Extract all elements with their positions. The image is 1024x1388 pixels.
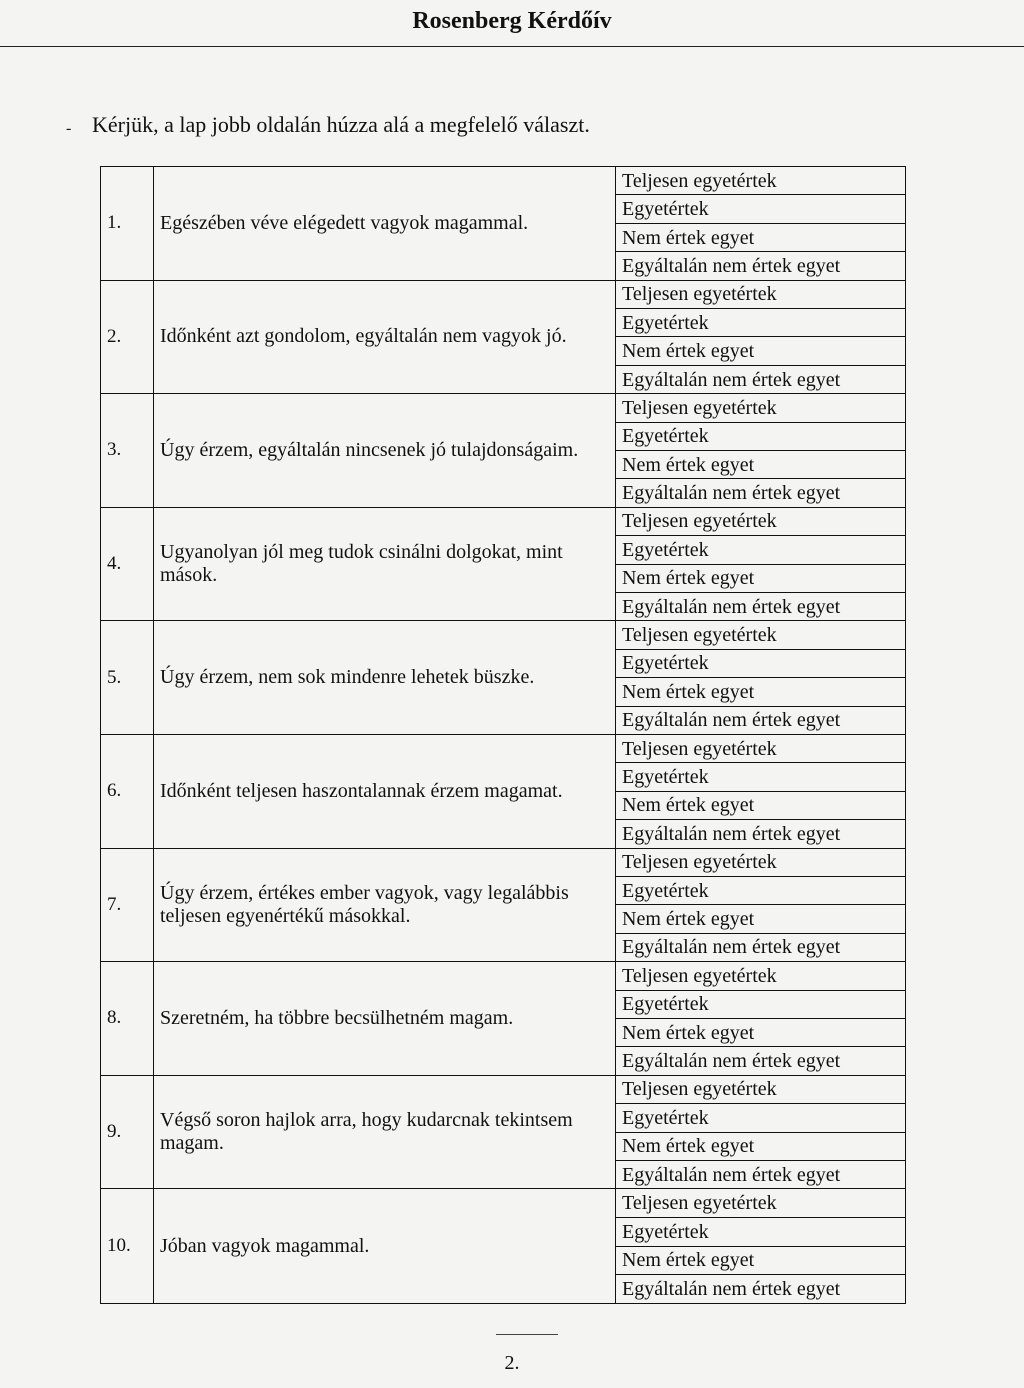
instruction-text: Kérjük, a lap jobb oldalán húzza alá a megfelelő választ. bbox=[92, 112, 590, 137]
answer-option[interactable]: Egyetértek bbox=[616, 195, 905, 223]
answer-option[interactable]: Egyáltalán nem értek egyet bbox=[622, 1050, 841, 1073]
answer-option[interactable]: Egyetértek bbox=[616, 877, 905, 905]
question-number: 2. bbox=[101, 281, 154, 394]
answer-option[interactable]: Nem értek egyet bbox=[616, 451, 905, 479]
answer-option[interactable]: Teljesen egyetértek bbox=[616, 1076, 905, 1104]
answer-option[interactable]: Nem értek egyet bbox=[616, 678, 905, 706]
answer-option[interactable]: Egyáltalán nem értek egyet bbox=[622, 709, 841, 732]
question-text: Úgy érzem, egyáltalán nincsenek jó tulajdonságaim. bbox=[154, 394, 616, 507]
question-number: 9. bbox=[101, 1076, 154, 1189]
answer-option[interactable]: Egyáltalán nem értek egyet bbox=[622, 936, 841, 959]
question-row bbox=[101, 508, 905, 622]
page-title: Rosenberg Kérdőív bbox=[412, 8, 612, 34]
answer-option[interactable]: Egyáltalán nem értek egyet bbox=[622, 368, 841, 391]
answer-option[interactable]: Teljesen egyetértek bbox=[616, 735, 905, 763]
answer-options bbox=[616, 394, 905, 507]
question-text: Egészében véve elégedett vagyok magammal. bbox=[154, 167, 616, 280]
instruction-dash: - bbox=[66, 120, 72, 137]
answer-options bbox=[616, 1076, 905, 1189]
answer-option[interactable]: Teljesen egyetértek bbox=[616, 508, 905, 536]
question-row bbox=[101, 281, 905, 395]
answer-option[interactable]: Egyetértek bbox=[616, 763, 905, 791]
answer-options bbox=[616, 508, 905, 621]
question-text: Szeretném, ha többre becsülhetném magam. bbox=[154, 962, 616, 1075]
question-number: 1. bbox=[101, 167, 154, 280]
answer-option[interactable]: Nem értek egyet bbox=[616, 905, 905, 933]
question-text: Jóban vagyok magammal. bbox=[154, 1189, 616, 1303]
answer-option[interactable]: Egyáltalán nem értek egyet bbox=[622, 254, 841, 277]
answer-options bbox=[616, 621, 905, 734]
title-divider bbox=[0, 46, 1024, 47]
answer-option[interactable]: Egyetértek bbox=[616, 309, 905, 337]
answer-options bbox=[616, 1189, 905, 1303]
question-text: Végső soron hajlok arra, hogy kudarcnak tekintsem magam. bbox=[154, 1076, 616, 1189]
answer-option[interactable]: Egyetértek bbox=[616, 1104, 905, 1132]
question-row bbox=[101, 735, 905, 849]
question-row bbox=[101, 621, 905, 735]
answer-option[interactable]: Nem értek egyet bbox=[616, 792, 905, 820]
question-row bbox=[101, 394, 905, 508]
answer-option[interactable]: Teljesen egyetértek bbox=[616, 281, 905, 309]
page-number: 2. bbox=[504, 1352, 520, 1374]
question-text: Úgy érzem, értékes ember vagyok, vagy legalábbis teljesen egyenértékű másokkal. bbox=[154, 849, 616, 962]
answer-options bbox=[616, 167, 905, 280]
answer-option[interactable]: Egyáltalán nem értek egyet bbox=[622, 595, 841, 618]
answer-option[interactable]: Nem értek egyet bbox=[616, 1247, 905, 1276]
answer-option[interactable]: Egyetértek bbox=[616, 650, 905, 678]
answer-option[interactable]: Teljesen egyetértek bbox=[616, 621, 905, 649]
answer-option[interactable]: Nem értek egyet bbox=[616, 337, 905, 365]
answer-option[interactable]: Teljesen egyetértek bbox=[616, 394, 905, 422]
answer-option[interactable]: Nem értek egyet bbox=[616, 224, 905, 252]
question-number: 4. bbox=[101, 508, 154, 621]
answer-option[interactable]: Teljesen egyetértek bbox=[616, 849, 905, 877]
question-row bbox=[101, 849, 905, 963]
question-number: 6. bbox=[101, 735, 154, 848]
answer-option[interactable]: Teljesen egyetértek bbox=[616, 1189, 905, 1218]
answer-option[interactable]: Nem értek egyet bbox=[616, 1133, 905, 1161]
question-row bbox=[101, 1076, 905, 1190]
answer-options bbox=[616, 962, 905, 1075]
answer-option[interactable]: Egyáltalán nem értek egyet bbox=[622, 1278, 841, 1301]
answer-options bbox=[616, 735, 905, 848]
answer-option[interactable]: Egyáltalán nem értek egyet bbox=[622, 1163, 841, 1186]
footer-divider bbox=[496, 1334, 558, 1335]
question-number: 3. bbox=[101, 394, 154, 507]
question-text: Időnként azt gondolom, egyáltalán nem vagyok jó. bbox=[154, 281, 616, 394]
question-number: 5. bbox=[101, 621, 154, 734]
answer-option[interactable]: Teljesen egyetértek bbox=[616, 167, 905, 195]
question-number: 8. bbox=[101, 962, 154, 1075]
question-number: 7. bbox=[101, 849, 154, 962]
question-row bbox=[101, 1189, 905, 1303]
answer-option[interactable]: Nem értek egyet bbox=[616, 565, 905, 593]
question-text: Időnként teljesen haszontalannak érzem magamat. bbox=[154, 735, 616, 848]
answer-options bbox=[616, 281, 905, 394]
question-row bbox=[101, 962, 905, 1076]
answer-option[interactable]: Egyetértek bbox=[616, 1218, 905, 1247]
questionnaire-table bbox=[100, 166, 906, 1304]
question-text: Ugyanolyan jól meg tudok csinálni dolgokat, mint mások. bbox=[154, 508, 616, 621]
answer-options bbox=[616, 849, 905, 962]
question-text: Úgy érzem, nem sok mindenre lehetek büszke. bbox=[154, 621, 616, 734]
answer-option[interactable]: Egyáltalán nem értek egyet bbox=[622, 482, 841, 505]
answer-option[interactable]: Nem értek egyet bbox=[616, 1019, 905, 1047]
answer-option[interactable]: Teljesen egyetértek bbox=[616, 962, 905, 990]
answer-option[interactable]: Egyetértek bbox=[616, 536, 905, 564]
question-row bbox=[101, 167, 905, 281]
answer-option[interactable]: Egyáltalán nem értek egyet bbox=[622, 822, 841, 845]
question-number: 10. bbox=[101, 1189, 154, 1303]
answer-option[interactable]: Egyetértek bbox=[616, 991, 905, 1019]
answer-option[interactable]: Egyetértek bbox=[616, 423, 905, 451]
